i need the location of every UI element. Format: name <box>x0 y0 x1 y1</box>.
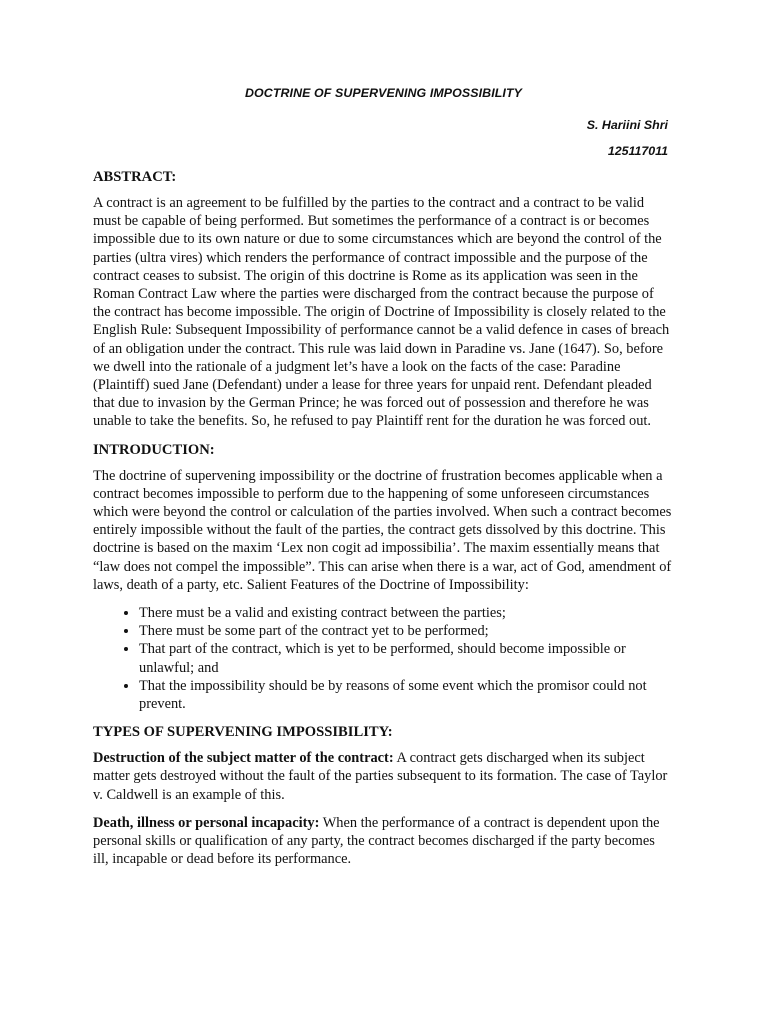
roll-number: 125117011 <box>607 144 668 158</box>
author-name: S. Hariini Shri <box>586 118 668 132</box>
abstract-paragraph: A contract is an agreement to be fulfilled by the parties to the contract and a contract to be valid must be capable of being performed. But sometimes the performance of a contract is or becomes impossible due to its own nature or due to some circumstances which are beyond the control of the parties (ultra vires) which renders the performance of contract impossible and the purpose of the contract ceases to subsist. The origin of this doctrine is Rome as its application was seen in the Roman Contract Law where the parties were discharged from the contract because the purpose of the contract has become impossible. The origin of Doctrine of Impossibility is closely related to the English Rule: Subsequent Impossibility of performance cannot be a valid defence in cases of breach of an obligation under the contract. This rule was laid down in Paradine vs. Jane (1647). So, before we dwell into the rationale of a judgment let’s have a look on the facts of the case: Paradine (Plaintiff) sued Jane (Defendant) under a lease for three years for unpaid rent. Defendant pleaded that due to invasion by the German Prince; he was forced out of possession and therefore he was unable to take the benefits. So, he refused to pay Plaintiff rent for the duration he was forced out. <box>93 195 670 430</box>
list-item: • That the impossibility should be by reasons of some event which the promisor could not prevent. <box>139 677 674 713</box>
introduction-paragraph: The doctrine of supervening impossibility or the doctrine of frustration becomes applicable when a contract becomes impossible to perform due to the happening of some unforeseen circumstances which were beyond the control or calculation of the parties involved. When such a contract becomes entirely impossible without the fault of the parties, the contract gets dissolved by this doctrine. This doctrine is based on the maxim ‘Lex non cogit ad impossibilia’. The maxim essentially means that “law does not compel the impossible”. This can arise when there is a war, act of God, amendment of laws, death of a party, etc. Salient Features of the Doctrine of Impossibility: <box>93 467 672 593</box>
type-description: When the performance of a contract is dependent upon the personal skills or qualification of any party, the contract becomes discharged if the party becomes ill, incapable or dead before its performance. <box>93 814 660 868</box>
type-death-paragraph <box>93 814 674 869</box>
introduction-heading: INTRODUCTION: <box>93 441 215 458</box>
document-title: DOCTRINE OF SUPERVENING IMPOSSIBILITY <box>244 86 522 100</box>
types-heading: TYPES OF SUPERVENING IMPOSSIBILITY: <box>93 724 393 741</box>
list-item: • That part of the contract, which is yet to be performed, should become impossible or unlawful; and <box>139 640 674 676</box>
abstract-heading: ABSTRACT: <box>93 169 177 185</box>
features-list <box>93 604 674 713</box>
type-term: Destruction of the subject matter of the contract: <box>93 750 394 767</box>
type-term: Death, illness or personal incapacity: <box>93 814 320 831</box>
list-item: • There must be a valid and existing contract between the parties; <box>139 604 674 622</box>
type-description: A contract gets discharged when its subject matter gets destroyed without the fault of the parties subsequent to its formation. The case of Taylor v. Caldwell is an example of this. <box>93 750 668 803</box>
type-destruction-paragraph <box>93 749 674 804</box>
list-item: • There must be some part of the contract yet to be performed; <box>139 622 674 640</box>
